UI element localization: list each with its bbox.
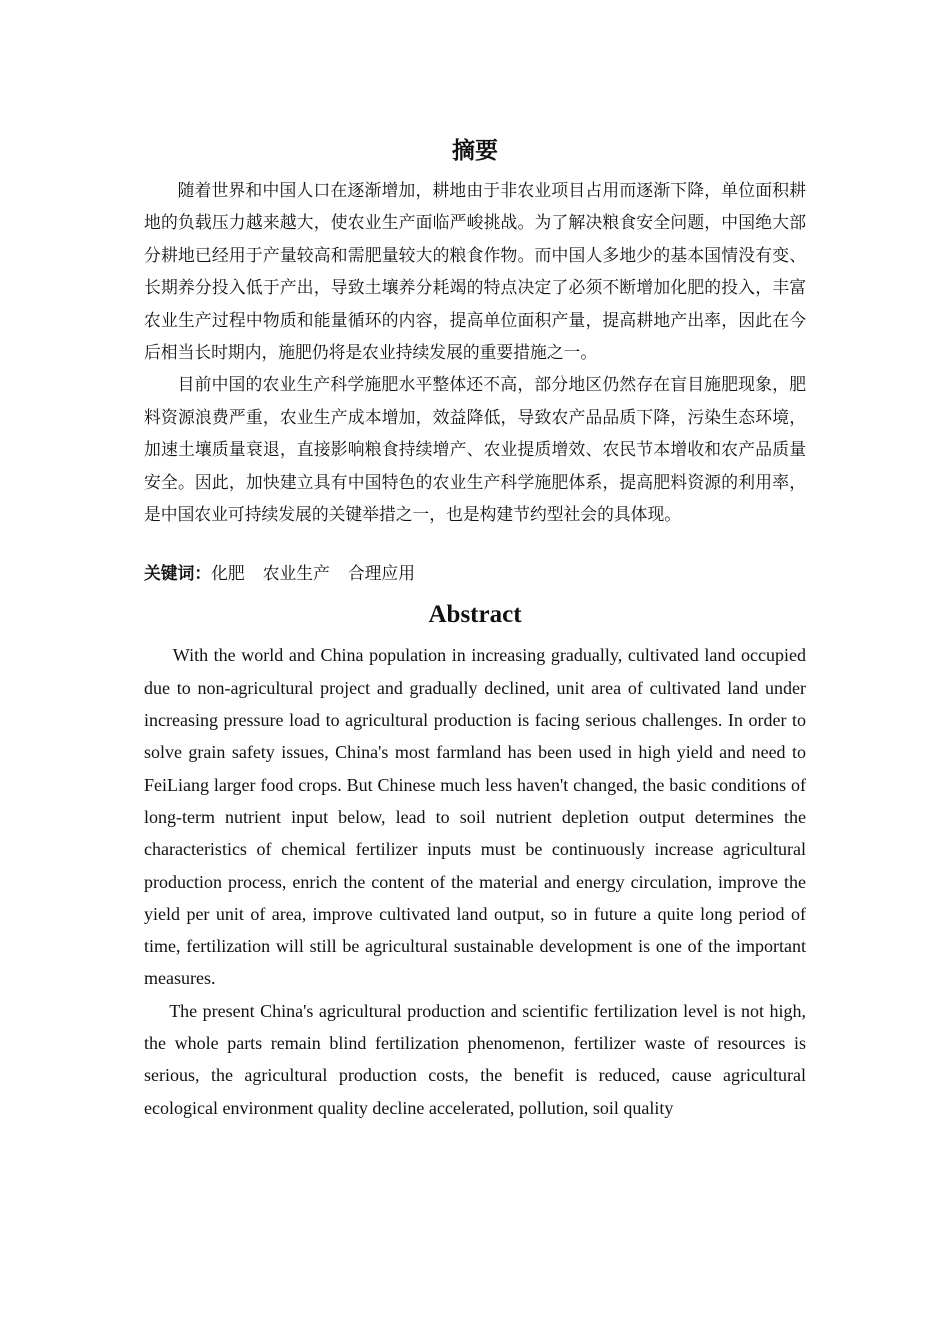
document-page: [144, 128, 806, 1124]
keyword-item: 农业生产: [262, 563, 330, 584]
en-abstract-paragraph-1: With the world and China population in increasing gradually, cultivated land occupied due to non-agricultural project and gradually declined, unit area of cultivated land under increasing pressure load to agricultural production is facing serious challenges. In order to solve grain safety issues, China's most farmland has been used in high yield and need to FeiLiang larger food crops. But Chinese much less haven't changed, the basic conditions of long-term nutrient input below, lead to soil nutrient depletion output determines the characteristics of chemical fertilizer inputs must be continuously increase agricultural production process, enrich the content of the material and energy circulation, improve the yield per unit of area, improve cultivated land output, so in future a quite long period of time, fertilization will still be agricultural sustainable development is one of the important measures.: [144, 645, 806, 989]
en-abstract-title: Abstract: [428, 601, 522, 629]
cn-abstract-paragraph-2: 目前中国的农业生产科学施肥水平整体还不高，部分地区仍然存在盲目施肥现象，肥料资源浪费严重，农业生产成本增加，效益降低，导致农产品品质下降，污染生态环境，加速土壤质量衰退，直接影响粮食持续增产、农业提质增效、农民节本增收和农产品质量安全。因此，加快建立具有中国特色的农业生产科学施肥体系，提高肥料资源的利用率，是中国农业可持续发展的关键举措之一，也是构建节约型社会的具体现。: [144, 374, 806, 525]
cn-abstract-paragraph-1: 随着世界和中国人口在逐渐增加，耕地由于非农业项目占用而逐渐下降，单位面积耕地的负载压力越来越大，使农业生产面临严峻挑战。为了解决粮食安全问题，中国绝大部分耕地已经用于产量较高和需肥量较大的粮食作物。而中国人多地少的基本国情没有变、长期养分投入低于产出，导致土壤养分耗竭的特点决定了必须不断增加化肥的投入，丰富农业生产过程中物质和能量循环的内容，提高单位面积产量，提高耕地产出率，因此在今后相当长时期内，施肥仍将是农业持续发展的重要措施之一。: [144, 180, 806, 363]
cn-abstract-title: 摘要: [452, 138, 498, 164]
keyword-item: 合理应用: [347, 563, 415, 584]
keywords-label: 关键词：: [144, 563, 212, 584]
keywords-line: [144, 557, 806, 589]
keyword-item: 化肥: [211, 563, 245, 584]
en-abstract-paragraph-2: The present China's agricultural production and scientific fertilization level is not high, the whole parts remain blind fertilization phenomenon, fertilizer waste of resources is serious, the agricultural production costs, the benefit is reduced, cause agricultural ecological environment quality decline accelerated, pollution, soil quality: [144, 1000, 806, 1118]
